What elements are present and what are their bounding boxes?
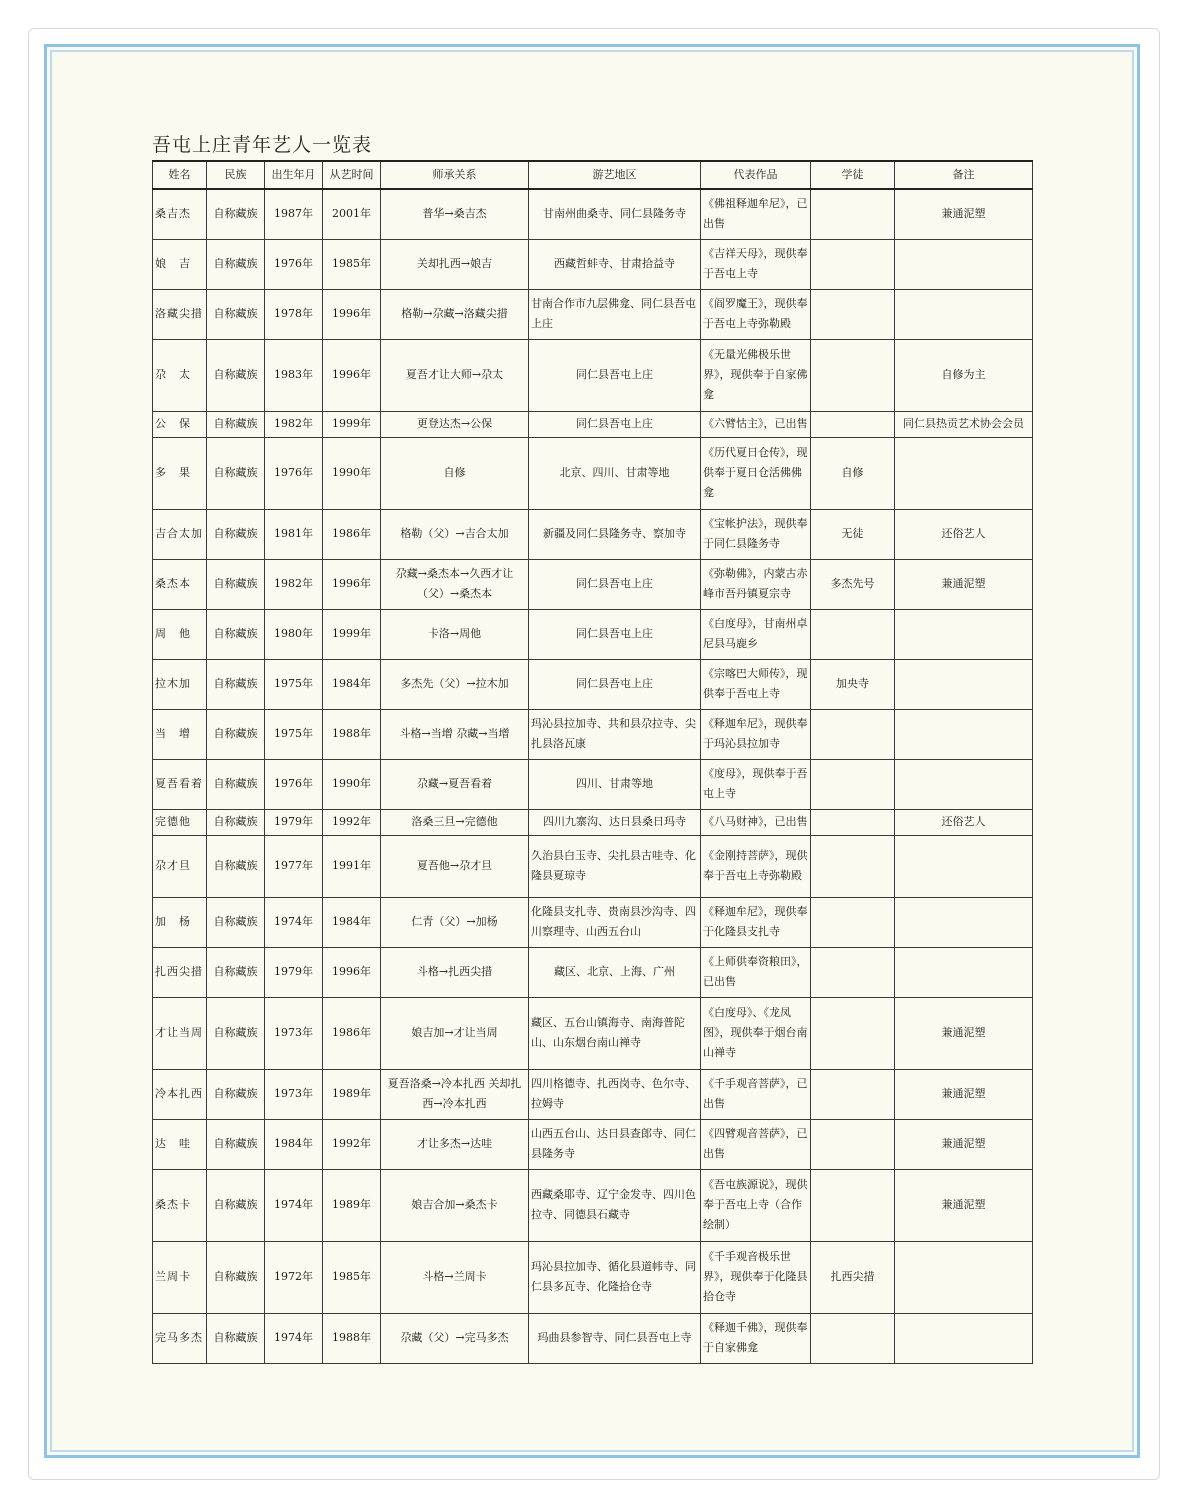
cell-ethnicity: 自称藏族	[207, 339, 265, 411]
cell-works: 《八马财神》，已出售	[701, 809, 811, 835]
cell-birth: 1976年	[265, 437, 323, 509]
cell-ethnicity: 自称藏族	[207, 189, 265, 239]
table-row	[153, 339, 1033, 411]
cell-works: 《无量光佛极乐世界》，现供奉于自家佛龛	[701, 339, 811, 411]
cell-works: 《释迦牟尼》，现供奉于化隆县支扎寺	[701, 897, 811, 947]
cell-ethnicity: 自称藏族	[207, 997, 265, 1069]
table-row	[153, 897, 1033, 947]
table-row	[153, 239, 1033, 289]
cell-start: 1996年	[323, 339, 381, 411]
cell-start: 1984年	[323, 659, 381, 709]
cell-works: 《佛祖释迦牟尼》，已出售	[701, 189, 811, 239]
cell-lineage: 娘吉加→才让当周	[381, 997, 529, 1069]
cell-apprentices	[811, 239, 895, 289]
cell-apprentices	[811, 411, 895, 437]
cell-birth: 1979年	[265, 809, 323, 835]
cell-birth: 1982年	[265, 411, 323, 437]
cell-regions: 玛曲县参智寺、同仁县吾屯上寺	[529, 1313, 701, 1363]
cell-birth: 1973年	[265, 997, 323, 1069]
cell-apprentices: 扎西尖措	[811, 1241, 895, 1313]
cell-start: 1991年	[323, 835, 381, 897]
cell-ethnicity: 自称藏族	[207, 835, 265, 897]
table-header-row	[153, 161, 1033, 189]
cell-name: 吉合太加	[153, 509, 207, 559]
cell-name: 洛藏尖措	[153, 289, 207, 339]
cell-start: 1988年	[323, 1313, 381, 1363]
cell-works: 《度母》，现供奉于吾屯上寺	[701, 759, 811, 809]
cell-ethnicity: 自称藏族	[207, 1069, 265, 1119]
cell-name: 加 杨	[153, 897, 207, 947]
cell-name: 完德他	[153, 809, 207, 835]
table-row	[153, 437, 1033, 509]
cell-start: 1996年	[323, 947, 381, 997]
cell-ethnicity: 自称藏族	[207, 759, 265, 809]
table-row	[153, 1169, 1033, 1241]
cell-birth: 1983年	[265, 339, 323, 411]
cell-ethnicity: 自称藏族	[207, 947, 265, 997]
cell-ethnicity: 自称藏族	[207, 289, 265, 339]
cell-note: 兼通泥塑	[895, 559, 1033, 609]
cell-start: 1990年	[323, 437, 381, 509]
cell-works: 《宝帐护法》，现供奉于同仁县隆务寺	[701, 509, 811, 559]
cell-regions: 同仁县吾屯上庄	[529, 339, 701, 411]
cell-note: 自修为主	[895, 339, 1033, 411]
cell-regions: 西藏桑耶寺、辽宁金发寺、四川色拉寺、同德县石藏寺	[529, 1169, 701, 1241]
cell-apprentices	[811, 947, 895, 997]
cell-note	[895, 1241, 1033, 1313]
cell-note	[895, 835, 1033, 897]
cell-note	[895, 947, 1033, 997]
cell-birth: 1973年	[265, 1069, 323, 1119]
cell-note	[895, 239, 1033, 289]
header-apprentices: 学徒	[811, 161, 895, 189]
cell-name: 多 果	[153, 437, 207, 509]
cell-regions: 四川九寨沟、达日县桑日玛寺	[529, 809, 701, 835]
cell-birth: 1976年	[265, 759, 323, 809]
cell-ethnicity: 自称藏族	[207, 659, 265, 709]
cell-birth: 1975年	[265, 709, 323, 759]
cell-start: 1999年	[323, 609, 381, 659]
cell-name: 完马多杰	[153, 1313, 207, 1363]
cell-ethnicity: 自称藏族	[207, 897, 265, 947]
cell-lineage: 夏吾他→尕才旦	[381, 835, 529, 897]
cell-name: 才让当周	[153, 997, 207, 1069]
cell-apprentices	[811, 897, 895, 947]
cell-start: 1989年	[323, 1069, 381, 1119]
cell-ethnicity: 自称藏族	[207, 1313, 265, 1363]
cell-regions: 玛沁县拉加寺、循化县道帏寺、同仁县多瓦寺、化隆拾仓寺	[529, 1241, 701, 1313]
cell-start: 1988年	[323, 709, 381, 759]
cell-name: 拉木加	[153, 659, 207, 709]
cell-lineage: 关却扎西→娘吉	[381, 239, 529, 289]
cell-birth: 1979年	[265, 947, 323, 997]
cell-note: 兼通泥塑	[895, 1169, 1033, 1241]
cell-birth: 1980年	[265, 609, 323, 659]
cell-apprentices	[811, 1069, 895, 1119]
cell-ethnicity: 自称藏族	[207, 1241, 265, 1313]
cell-lineage: 尕藏（父）→完马多杰	[381, 1313, 529, 1363]
table-row	[153, 1241, 1033, 1313]
cell-name: 桑杰本	[153, 559, 207, 609]
cell-ethnicity: 自称藏族	[207, 609, 265, 659]
cell-note: 兼通泥塑	[895, 997, 1033, 1069]
cell-ethnicity: 自称藏族	[207, 809, 265, 835]
cell-apprentices	[811, 1169, 895, 1241]
cell-note	[895, 897, 1033, 947]
table-row	[153, 997, 1033, 1069]
cell-start: 1986年	[323, 997, 381, 1069]
table-row	[153, 609, 1033, 659]
cell-apprentices	[811, 759, 895, 809]
cell-regions: 同仁县吾屯上庄	[529, 411, 701, 437]
cell-lineage: 斗格→兰周卡	[381, 1241, 529, 1313]
cell-works: 《释迦千佛》，现供奉于自家佛龛	[701, 1313, 811, 1363]
cell-birth: 1977年	[265, 835, 323, 897]
cell-regions: 玛沁县拉加寺、共和县尕拉寺、尖扎县洛瓦康	[529, 709, 701, 759]
cell-start: 1986年	[323, 509, 381, 559]
cell-name: 兰周卡	[153, 1241, 207, 1313]
cell-birth: 1974年	[265, 1169, 323, 1241]
cell-start: 1992年	[323, 1119, 381, 1169]
cell-regions: 甘南州曲桑寺、同仁县隆务寺	[529, 189, 701, 239]
cell-ethnicity: 自称藏族	[207, 709, 265, 759]
cell-start: 1999年	[323, 411, 381, 437]
cell-lineage: 仁青（父）→加杨	[381, 897, 529, 947]
cell-ethnicity: 自称藏族	[207, 559, 265, 609]
cell-regions: 新疆及同仁县隆务寺、察加寺	[529, 509, 701, 559]
cell-note	[895, 759, 1033, 809]
cell-ethnicity: 自称藏族	[207, 509, 265, 559]
cell-start: 1989年	[323, 1169, 381, 1241]
cell-lineage: 自修	[381, 437, 529, 509]
cell-name: 周 他	[153, 609, 207, 659]
table-row	[153, 189, 1033, 239]
cell-works: 《弥勒佛》，内蒙古赤峰市吾丹镇夏宗寺	[701, 559, 811, 609]
cell-lineage: 斗格→扎西尖措	[381, 947, 529, 997]
cell-lineage: 才让多杰→达哇	[381, 1119, 529, 1169]
table-row	[153, 809, 1033, 835]
cell-apprentices	[811, 997, 895, 1069]
cell-lineage: 洛桑三旦→完德他	[381, 809, 529, 835]
cell-birth: 1974年	[265, 1313, 323, 1363]
cell-name: 娘 吉	[153, 239, 207, 289]
cell-apprentices: 无徒	[811, 509, 895, 559]
cell-start: 2001年	[323, 189, 381, 239]
cell-apprentices	[811, 709, 895, 759]
cell-birth: 1978年	[265, 289, 323, 339]
cell-lineage: 多杰先（父）→拉木加	[381, 659, 529, 709]
cell-apprentices	[811, 835, 895, 897]
cell-name: 夏吾看着	[153, 759, 207, 809]
header-ethnicity: 民族	[207, 161, 265, 189]
cell-note: 兼通泥塑	[895, 189, 1033, 239]
table-row	[153, 509, 1033, 559]
cell-start: 1985年	[323, 1241, 381, 1313]
cell-note: 还俗艺人	[895, 809, 1033, 835]
cell-lineage: 夏吾才让大师→尕太	[381, 339, 529, 411]
cell-works: 《释迦牟尼》，现供奉于玛沁县拉加寺	[701, 709, 811, 759]
cell-ethnicity: 自称藏族	[207, 437, 265, 509]
cell-name: 桑杰卡	[153, 1169, 207, 1241]
cell-birth: 1982年	[265, 559, 323, 609]
cell-apprentices: 加央寺	[811, 659, 895, 709]
cell-start: 1985年	[323, 239, 381, 289]
header-works: 代表作品	[701, 161, 811, 189]
header-lineage: 师承关系	[381, 161, 529, 189]
table-row	[153, 759, 1033, 809]
table-row	[153, 1313, 1033, 1363]
cell-lineage: 格勒（父）→吉合太加	[381, 509, 529, 559]
cell-works: 《吉祥天母》，现供奉于吾屯上寺	[701, 239, 811, 289]
cell-lineage: 尕藏→夏吾看着	[381, 759, 529, 809]
cell-regions: 山西五台山、达日县查郎寺、同仁县隆务寺	[529, 1119, 701, 1169]
cell-works: 《吾屯族源说》，现供奉于吾屯上寺（合作绘制）	[701, 1169, 811, 1241]
cell-works: 《宗喀巴大师传》，现供奉于吾屯上寺	[701, 659, 811, 709]
cell-note: 同仁县热贡艺术协会会员	[895, 411, 1033, 437]
header-note: 备注	[895, 161, 1033, 189]
cell-regions: 北京、四川、甘肃等地	[529, 437, 701, 509]
cell-name: 桑吉杰	[153, 189, 207, 239]
cell-lineage: 尕藏→桑杰本→久西才让（父）→桑杰本	[381, 559, 529, 609]
cell-note: 兼通泥塑	[895, 1119, 1033, 1169]
cell-name: 公 保	[153, 411, 207, 437]
cell-regions: 西藏哲蚌寺、甘肃拾益寺	[529, 239, 701, 289]
cell-birth: 1981年	[265, 509, 323, 559]
cell-apprentices	[811, 1313, 895, 1363]
cell-works: 《千手观音菩萨》，已出售	[701, 1069, 811, 1119]
document-title: 吾屯上庄青年艺人一览表	[152, 134, 373, 156]
cell-works: 《历代夏日仓传》，现供奉于夏日仓活佛佛龛	[701, 437, 811, 509]
cell-note	[895, 709, 1033, 759]
cell-note	[895, 289, 1033, 339]
cell-ethnicity: 自称藏族	[207, 1119, 265, 1169]
cell-lineage: 夏吾洛桑→冷本扎西 关却扎西→冷本扎西	[381, 1069, 529, 1119]
cell-apprentices	[811, 1119, 895, 1169]
cell-regions: 藏区、北京、上海、广州	[529, 947, 701, 997]
cell-works: 《金刚持菩萨》，现供奉于吾屯上寺弥勒殿	[701, 835, 811, 897]
cell-note	[895, 1313, 1033, 1363]
cell-ethnicity: 自称藏族	[207, 1169, 265, 1241]
cell-name: 扎西尖措	[153, 947, 207, 997]
cell-note	[895, 437, 1033, 509]
cell-lineage: 普华→桑吉杰	[381, 189, 529, 239]
cell-regions: 久治县白玉寺、尖扎县古哇寺、化隆县夏琼寺	[529, 835, 701, 897]
cell-regions: 同仁县吾屯上庄	[529, 659, 701, 709]
cell-lineage: 格勒→尕藏→洛藏尖措	[381, 289, 529, 339]
cell-name: 尕 太	[153, 339, 207, 411]
cell-ethnicity: 自称藏族	[207, 239, 265, 289]
cell-name: 冷本扎西	[153, 1069, 207, 1119]
cell-start: 1984年	[323, 897, 381, 947]
table-row	[153, 709, 1033, 759]
cell-apprentices: 自修	[811, 437, 895, 509]
cell-works: 《四臂观音菩萨》，已出售	[701, 1119, 811, 1169]
header-start: 从艺时间	[323, 161, 381, 189]
header-birth: 出生年月	[265, 161, 323, 189]
cell-note	[895, 609, 1033, 659]
cell-apprentices: 多杰先号	[811, 559, 895, 609]
cell-birth: 1974年	[265, 897, 323, 947]
table-row	[153, 411, 1033, 437]
cell-lineage: 更登达杰→公保	[381, 411, 529, 437]
table-row	[153, 289, 1033, 339]
table-body	[153, 189, 1033, 1363]
cell-works: 《六臂怙主》，已出售	[701, 411, 811, 437]
cell-regions: 同仁县吾屯上庄	[529, 609, 701, 659]
cell-works: 《白度母》，甘南州卓尼县马鹿乡	[701, 609, 811, 659]
cell-regions: 四川、甘肃等地	[529, 759, 701, 809]
cell-apprentices	[811, 339, 895, 411]
cell-apprentices	[811, 189, 895, 239]
cell-lineage: 娘吉合加→桑杰卡	[381, 1169, 529, 1241]
cell-birth: 1972年	[265, 1241, 323, 1313]
table-row	[153, 835, 1033, 897]
cell-regions: 藏区、五台山镇海寺、南海普陀山、山东烟台南山禅寺	[529, 997, 701, 1069]
cell-birth: 1975年	[265, 659, 323, 709]
cell-works: 《上师供奉资粮田》，已出售	[701, 947, 811, 997]
header-name: 姓名	[153, 161, 207, 189]
cell-start: 1996年	[323, 559, 381, 609]
cell-apprentices	[811, 289, 895, 339]
cell-apprentices	[811, 609, 895, 659]
cell-name: 尕才旦	[153, 835, 207, 897]
cell-note: 还俗艺人	[895, 509, 1033, 559]
cell-note: 兼通泥塑	[895, 1069, 1033, 1119]
cell-lineage: 斗格→当增 尕藏→当增	[381, 709, 529, 759]
cell-regions: 化隆县支扎寺、贵南县沙沟寺、四川察理寺、山西五台山	[529, 897, 701, 947]
table-row	[153, 559, 1033, 609]
cell-name: 当 增	[153, 709, 207, 759]
cell-start: 1992年	[323, 809, 381, 835]
cell-start: 1996年	[323, 289, 381, 339]
cell-lineage: 卡洛→周他	[381, 609, 529, 659]
table-row	[153, 1119, 1033, 1169]
cell-start: 1990年	[323, 759, 381, 809]
cell-works: 《千手观音极乐世界》，现供奉于化隆县拾仓寺	[701, 1241, 811, 1313]
cell-apprentices	[811, 809, 895, 835]
cell-name: 达 哇	[153, 1119, 207, 1169]
cell-regions: 同仁县吾屯上庄	[529, 559, 701, 609]
cell-birth: 1987年	[265, 189, 323, 239]
header-regions: 游艺地区	[529, 161, 701, 189]
cell-birth: 1976年	[265, 239, 323, 289]
cell-works: 《白度母》、《龙凤图》，现供奉于烟台南山禅寺	[701, 997, 811, 1069]
table-row	[153, 1069, 1033, 1119]
cell-note	[895, 659, 1033, 709]
cell-regions: 四川格德寺、扎西岗寺、色尔寺、拉姆寺	[529, 1069, 701, 1119]
cell-ethnicity: 自称藏族	[207, 411, 265, 437]
table-row	[153, 659, 1033, 709]
table-row	[153, 947, 1033, 997]
cell-regions: 甘南合作市九层佛龛、同仁县吾屯上庄	[529, 289, 701, 339]
cell-works: 《阎罗魔王》，现供奉于吾屯上寺弥勒殿	[701, 289, 811, 339]
artists-table	[152, 160, 1033, 1364]
cell-birth: 1984年	[265, 1119, 323, 1169]
